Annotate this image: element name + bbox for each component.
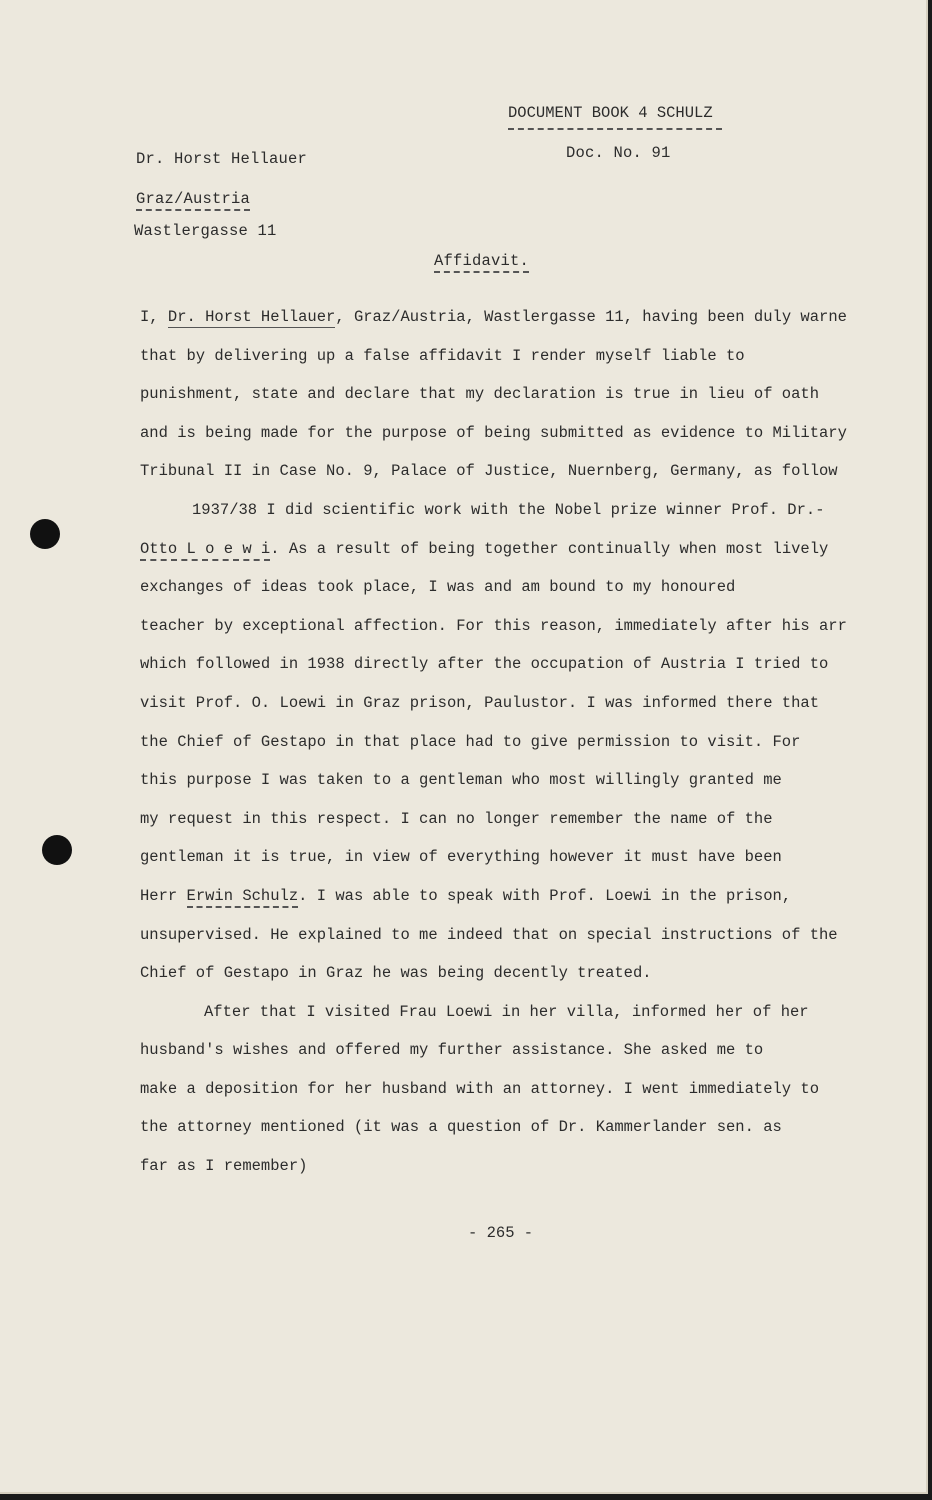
text-line bbox=[140, 530, 880, 569]
page-number: - 265 - bbox=[468, 1224, 534, 1242]
document-book-label: DOCUMENT BOOK 4 SCHULZ bbox=[508, 104, 713, 122]
text-line bbox=[140, 298, 880, 337]
affidavit-title-text: Affidavit. bbox=[434, 252, 529, 273]
line-text: . I was able to speak with Prof. Loewi in the prison, bbox=[298, 886, 792, 905]
address-street: Wastlergasse 11 bbox=[134, 222, 277, 240]
line-text: gentleman it is true, in view of everything however it must have been bbox=[140, 848, 782, 867]
paragraph-1 bbox=[140, 298, 880, 491]
text-line bbox=[140, 838, 880, 877]
text-line bbox=[140, 607, 880, 646]
line-text: After that I visited Frau Loewi in her villa, informed her of her bbox=[204, 1002, 809, 1021]
affidavit-body bbox=[140, 298, 880, 1186]
punch-hole-bottom bbox=[42, 835, 72, 865]
line-text: husband's wishes and offered my further assistance. She asked me to bbox=[140, 1041, 764, 1060]
document-book-header bbox=[508, 104, 722, 130]
underlined-name: Dr. Horst Hellauer bbox=[167, 308, 336, 326]
text-line bbox=[140, 954, 880, 993]
line-text: Chief of Gestapo in Graz he was being decently treated. bbox=[140, 964, 652, 983]
text-line bbox=[140, 1108, 880, 1147]
line-text: , Graz/Austria, Wastlergasse 11, having been duly warne bbox=[335, 308, 847, 326]
line-text: Tribunal II in Case No. 9, Palace of Justice, Nuernberg, Germany, as follow bbox=[140, 462, 838, 481]
line-text: that by delivering up a false affidavit I render myself liable to bbox=[140, 346, 745, 365]
text-line bbox=[140, 1147, 880, 1186]
text-line bbox=[140, 877, 880, 916]
text-line bbox=[140, 1031, 880, 1070]
text-line bbox=[192, 491, 880, 530]
line-text: exchanges of ideas took place, I was and am bound to my honoured bbox=[140, 578, 736, 597]
line-text: my request in this respect. I can no longer remember the name of the bbox=[140, 809, 773, 828]
line-text: which followed in 1938 directly after the occupation of Austria I tried to bbox=[140, 655, 829, 674]
text-line bbox=[140, 337, 880, 376]
punch-hole-top bbox=[30, 519, 60, 549]
document-number: Doc. No. 91 bbox=[566, 144, 671, 162]
line-text: . As a result of being together continually when most lively bbox=[270, 539, 829, 558]
line-text: unsupervised. He explained to me indeed that on special instructions of the bbox=[140, 925, 838, 944]
text-line bbox=[140, 375, 880, 414]
paragraph-3 bbox=[140, 993, 880, 1186]
line-text: make a deposition for her husband with an attorney. I went immediately to bbox=[140, 1079, 820, 1098]
line-text: teacher by exceptional affection. For this reason, immediately after his arr bbox=[140, 616, 847, 635]
address-city bbox=[136, 190, 250, 208]
text-line bbox=[140, 452, 880, 491]
line-text: the Chief of Gestapo in that place had to give permission to visit. For bbox=[140, 732, 801, 751]
line-text: Herr bbox=[140, 886, 187, 905]
line-text: far as I remember) bbox=[140, 1157, 308, 1176]
text-line bbox=[140, 1070, 880, 1109]
line-text: visit Prof. O. Loewi in Graz prison, Paulustor. I was informed there that bbox=[140, 693, 820, 712]
text-line bbox=[140, 645, 880, 684]
affidavit-title bbox=[434, 252, 529, 270]
text-line bbox=[140, 684, 880, 723]
underlined-name: Otto L o e w i bbox=[140, 540, 270, 561]
paragraph-2 bbox=[140, 491, 880, 993]
line-text: punishment, state and declare that my declaration is true in lieu of oath bbox=[140, 385, 820, 404]
header-rule bbox=[508, 128, 722, 130]
text-line bbox=[140, 800, 880, 839]
address-city-text: Graz/Austria bbox=[136, 190, 250, 211]
text-line bbox=[140, 414, 880, 453]
address-name: Dr. Horst Hellauer bbox=[136, 150, 308, 168]
text-line bbox=[140, 723, 880, 762]
text-line bbox=[140, 568, 880, 607]
line-text: the attorney mentioned (it was a question of Dr. Kammerlander sen. as bbox=[140, 1118, 782, 1137]
underlined-name: Erwin Schulz bbox=[187, 887, 299, 908]
line-text: I, bbox=[140, 308, 168, 326]
text-line bbox=[140, 761, 880, 800]
line-text: this purpose I was taken to a gentleman who most willingly granted me bbox=[140, 771, 782, 790]
line-text: 1937/38 I did scientific work with the Nobel prize winner Prof. Dr.- bbox=[192, 500, 825, 519]
line-text: and is being made for the purpose of being submitted as evidence to Military bbox=[140, 423, 847, 442]
text-line bbox=[140, 993, 880, 1032]
text-line bbox=[140, 916, 880, 955]
